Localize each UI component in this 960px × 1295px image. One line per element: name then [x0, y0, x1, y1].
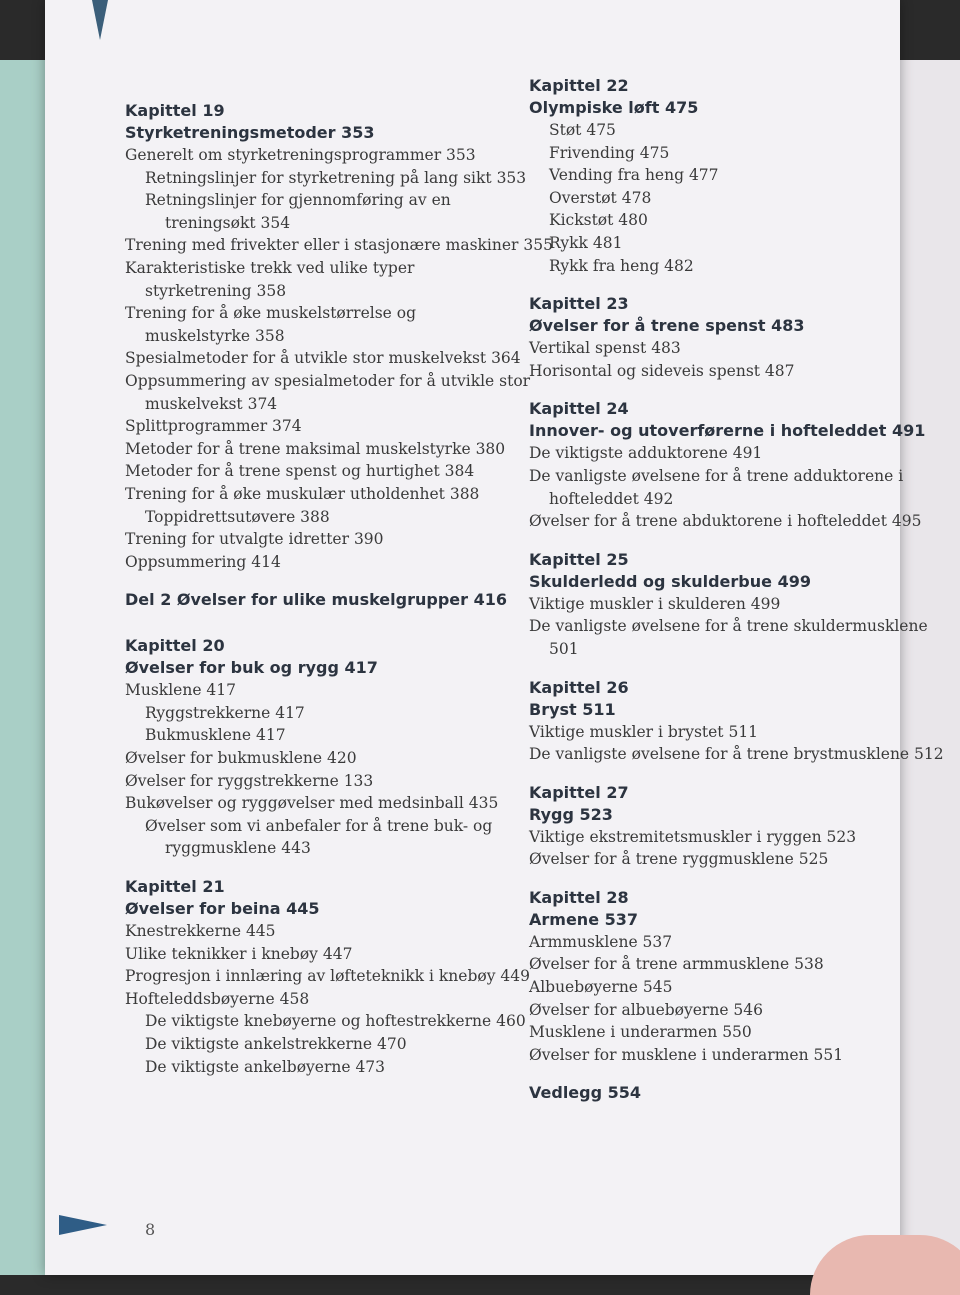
toc-entry: Horisontal og sideveis spenst 487 [529, 361, 795, 380]
toc-entry: Generelt om styrketreningsprogrammer 353 [125, 146, 476, 164]
chapter-number: Kapittel 19 [125, 101, 225, 120]
toc-entry: Karakteristiske trekk ved ulike typer [125, 258, 415, 277]
chapter-title: Øvelser for å trene spenst 483 [529, 316, 805, 336]
toc-entry: Oppsummering 414 [125, 552, 281, 571]
toc-entry: Splittprogrammer 374 [125, 417, 302, 436]
toc-entry: De viktigste ankelstrekkerne 470 [145, 1035, 407, 1053]
toc-entry: Viktige muskler i brystet 511 [529, 722, 759, 741]
chapter-number: Kapittel 22 [529, 76, 629, 95]
chapter-block [529, 293, 949, 382]
bookmark-tab-marker [92, 0, 108, 40]
toc-entry: Ulike teknikker i knebøy 447 [125, 944, 353, 963]
toc-entry: Hofteleddsbøyerne 458 [125, 989, 310, 1008]
toc-entry: Armmusklene 537 [529, 932, 673, 951]
toc-entry: Øvelser for ryggstrekkerne 133 [125, 771, 374, 790]
toc-right-column [529, 75, 949, 1104]
toc-entry: Albuebøyerne 545 [529, 978, 673, 997]
chapter-block [125, 100, 553, 573]
chapter-block [529, 782, 949, 871]
toc-entry: Øvelser for å trene armmusklene 538 [529, 955, 824, 974]
chapter-number: Kapittel 28 [529, 887, 629, 907]
toc-entry: Oppsummering av spesialmetoder for å utvikle stor [125, 371, 531, 390]
chapter-block [529, 887, 949, 1067]
toc-entry: Øvelser for albuebøyerne 546 [529, 1000, 763, 1019]
appendix-title: Vedlegg 554 [529, 1083, 642, 1103]
toc-entry: Trening med frivekter eller i stasjonære maskiner 355 [125, 236, 553, 255]
book-page [45, 0, 944, 1275]
toc-entry: Øvelser for musklene i underarmen 551 [529, 1045, 844, 1064]
toc-entry: Spesialmetoder for å utvikle stor muskelvekst 364 [125, 349, 521, 368]
toc-entry: Metoder for å trene spenst og hurtighet 384 [125, 462, 475, 481]
toc-entry: Trening for å øke muskelstørrelse og [125, 304, 417, 323]
toc-left-column [125, 100, 553, 1094]
chapter-block [125, 876, 535, 1078]
toc-entry: Rykk fra heng 482 [549, 256, 694, 275]
toc-entry: De viktigste knebøyerne og hoftestrekkerne 460 [145, 1012, 526, 1031]
toc-entry: Støt 475 [549, 121, 616, 139]
chapter-title: Øvelser for buk og rygg 417 [125, 658, 378, 678]
toc-entry: Overstøt 478 [549, 188, 652, 207]
chapter-title: Armene 537 [529, 909, 639, 929]
toc-entry: styrketrening 358 [145, 281, 287, 300]
chapter-title: Øvelser for beina 445 [125, 899, 320, 919]
toc-entry: De viktigste ankelbøyerne 473 [145, 1057, 386, 1076]
page-number: 8 [145, 1220, 156, 1239]
toc-entry: De vanligste øvelsene for å trene brystmusklene 512 [529, 745, 944, 764]
toc-entry: treningsøkt 354 [165, 213, 291, 232]
toc-entry: Retningslinjer for gjennomføring av en [145, 191, 451, 210]
chapter-block [125, 635, 535, 860]
chapter-number: Kapittel 27 [529, 782, 629, 802]
toc-entry: Ryggstrekkerne 417 [145, 703, 305, 722]
chapter-title: Styrketreningsmetoder 353 [125, 123, 375, 142]
chapter-number: Kapittel 23 [529, 294, 629, 314]
toc-entry: De viktigste adduktorene 491 [529, 444, 763, 463]
toc-entry: Progresjon i innlæring av løfteteknikk i knebøy 449 [125, 967, 530, 986]
toc-entry: Viktige muskler i skulderen 499 [529, 594, 781, 613]
toc-entry: Rykk 481 [549, 233, 623, 252]
toc-entry: muskelstyrke 358 [145, 326, 285, 345]
toc-entry: De vanligste øvelsene for å trene skuldermusklene [529, 617, 928, 636]
chapter-number: Kapittel 20 [125, 636, 225, 656]
corner-arrow-marker [59, 1215, 107, 1235]
toc-entry: Øvelser for å trene abduktorene i hofteleddet 495 [529, 512, 922, 531]
toc-entry: ryggmusklene 443 [165, 839, 311, 858]
toc-entry: Metoder for å trene maksimal muskelstyrke 380 [125, 439, 506, 458]
toc-entry: Frivending 475 [549, 143, 670, 162]
toc-entry: De vanligste øvelsene for å trene adduktorene i [529, 466, 904, 485]
toc-entry: Øvelser som vi anbefaler for å trene buk- og [145, 816, 493, 835]
chapter-block [529, 549, 949, 661]
toc-entry: Knestrekkerne 445 [125, 922, 276, 941]
toc-entry: muskelvekst 374 [145, 394, 278, 413]
toc-entry: Retningslinjer for styrketrening på lang sikt 353 [145, 168, 527, 187]
toc-entry: Trening for utvalgte idretter 390 [125, 530, 384, 549]
toc-entry: Musklene 417 [125, 681, 236, 700]
chapter-block [529, 677, 949, 766]
chapter-number: Kapittel 26 [529, 677, 629, 697]
chapter-number: Kapittel 25 [529, 549, 629, 569]
chapter-number: Kapittel 21 [125, 877, 225, 897]
part-title: Del 2 Øvelser for ulike muskelgrupper 416 [125, 590, 507, 610]
toc-entry: Musklene i underarmen 550 [529, 1023, 752, 1042]
toc-entry: Viktige ekstremitetsmuskler i ryggen 523 [529, 827, 857, 846]
toc-entry: Bukmusklene 417 [145, 726, 286, 745]
toc-entry: Bukøvelser og ryggøvelser med medsinball 435 [125, 794, 499, 813]
chapter-title: Olympiske løft 475 [529, 98, 699, 117]
chapter-title: Bryst 511 [529, 699, 616, 719]
chapter-block [529, 75, 949, 277]
chapter-title: Innover- og utoverførerne i hofteleddet 491 [529, 421, 926, 441]
chapter-title: Rygg 523 [529, 804, 613, 824]
chapter-block [529, 398, 949, 532]
chapter-title: Skulderledd og skulderbue 499 [529, 571, 811, 591]
toc-entry: hofteleddet 492 [549, 489, 674, 508]
toc-entry: Kickstøt 480 [549, 211, 648, 230]
chapter-number: Kapittel 24 [529, 399, 629, 419]
toc-entry: Vending fra heng 477 [549, 166, 719, 185]
toc-entry: Toppidrettsutøvere 388 [145, 507, 330, 526]
toc-entry: 501 [549, 639, 579, 658]
toc-entry: Øvelser for bukmusklene 420 [125, 749, 357, 768]
toc-entry: Øvelser for å trene ryggmusklene 525 [529, 850, 829, 869]
toc-entry: Vertikal spenst 483 [529, 339, 681, 358]
toc-entry: Trening for å øke muskulær utholdenhet 388 [125, 484, 480, 503]
